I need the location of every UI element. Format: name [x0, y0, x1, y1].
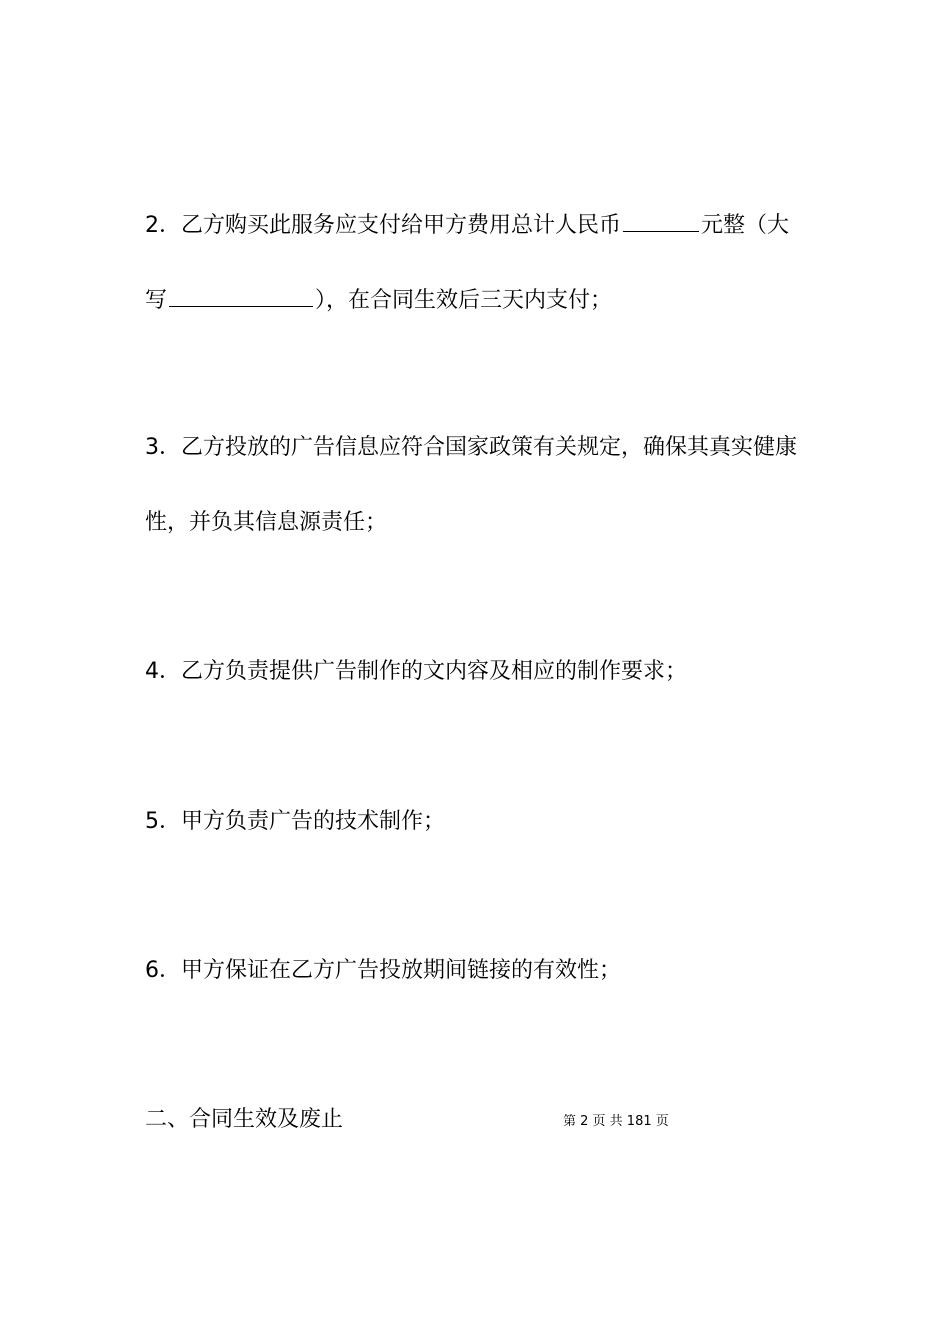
page-number: 第 2 页 共 181 页 — [563, 1114, 669, 1129]
clause-3-line-2: 性，并负其信息源责任； — [145, 510, 388, 535]
clause-3-line-1: 3．乙方投放的广告信息应符合国家政策有关规定，确保其真实健康 — [145, 435, 797, 460]
clause-4: 4．乙方负责提供广告制作的文内容及相应的制作要求； — [145, 659, 687, 684]
clause-2-line-2 — [145, 284, 612, 316]
clause-2-text-d: ），在合同生效后三天内支付； — [315, 288, 613, 313]
clause-2-text-a: 2．乙方购买此服务应支付给甲方费用总计人民币 — [145, 213, 621, 238]
clause-2-line-1 — [145, 209, 789, 241]
clause-6: 6．甲方保证在乙方广告投放期间链接的有效性； — [145, 958, 621, 983]
amount-blank — [623, 209, 699, 232]
clause-2-text-b: 元整（大 — [701, 213, 790, 238]
section-heading: 二、合同生效及废止 — [145, 1107, 344, 1132]
clause-2-text-c: 写 — [145, 288, 168, 313]
clause-5: 5．甲方负责广告的技术制作； — [145, 809, 445, 834]
amount-in-words-blank — [169, 284, 313, 307]
